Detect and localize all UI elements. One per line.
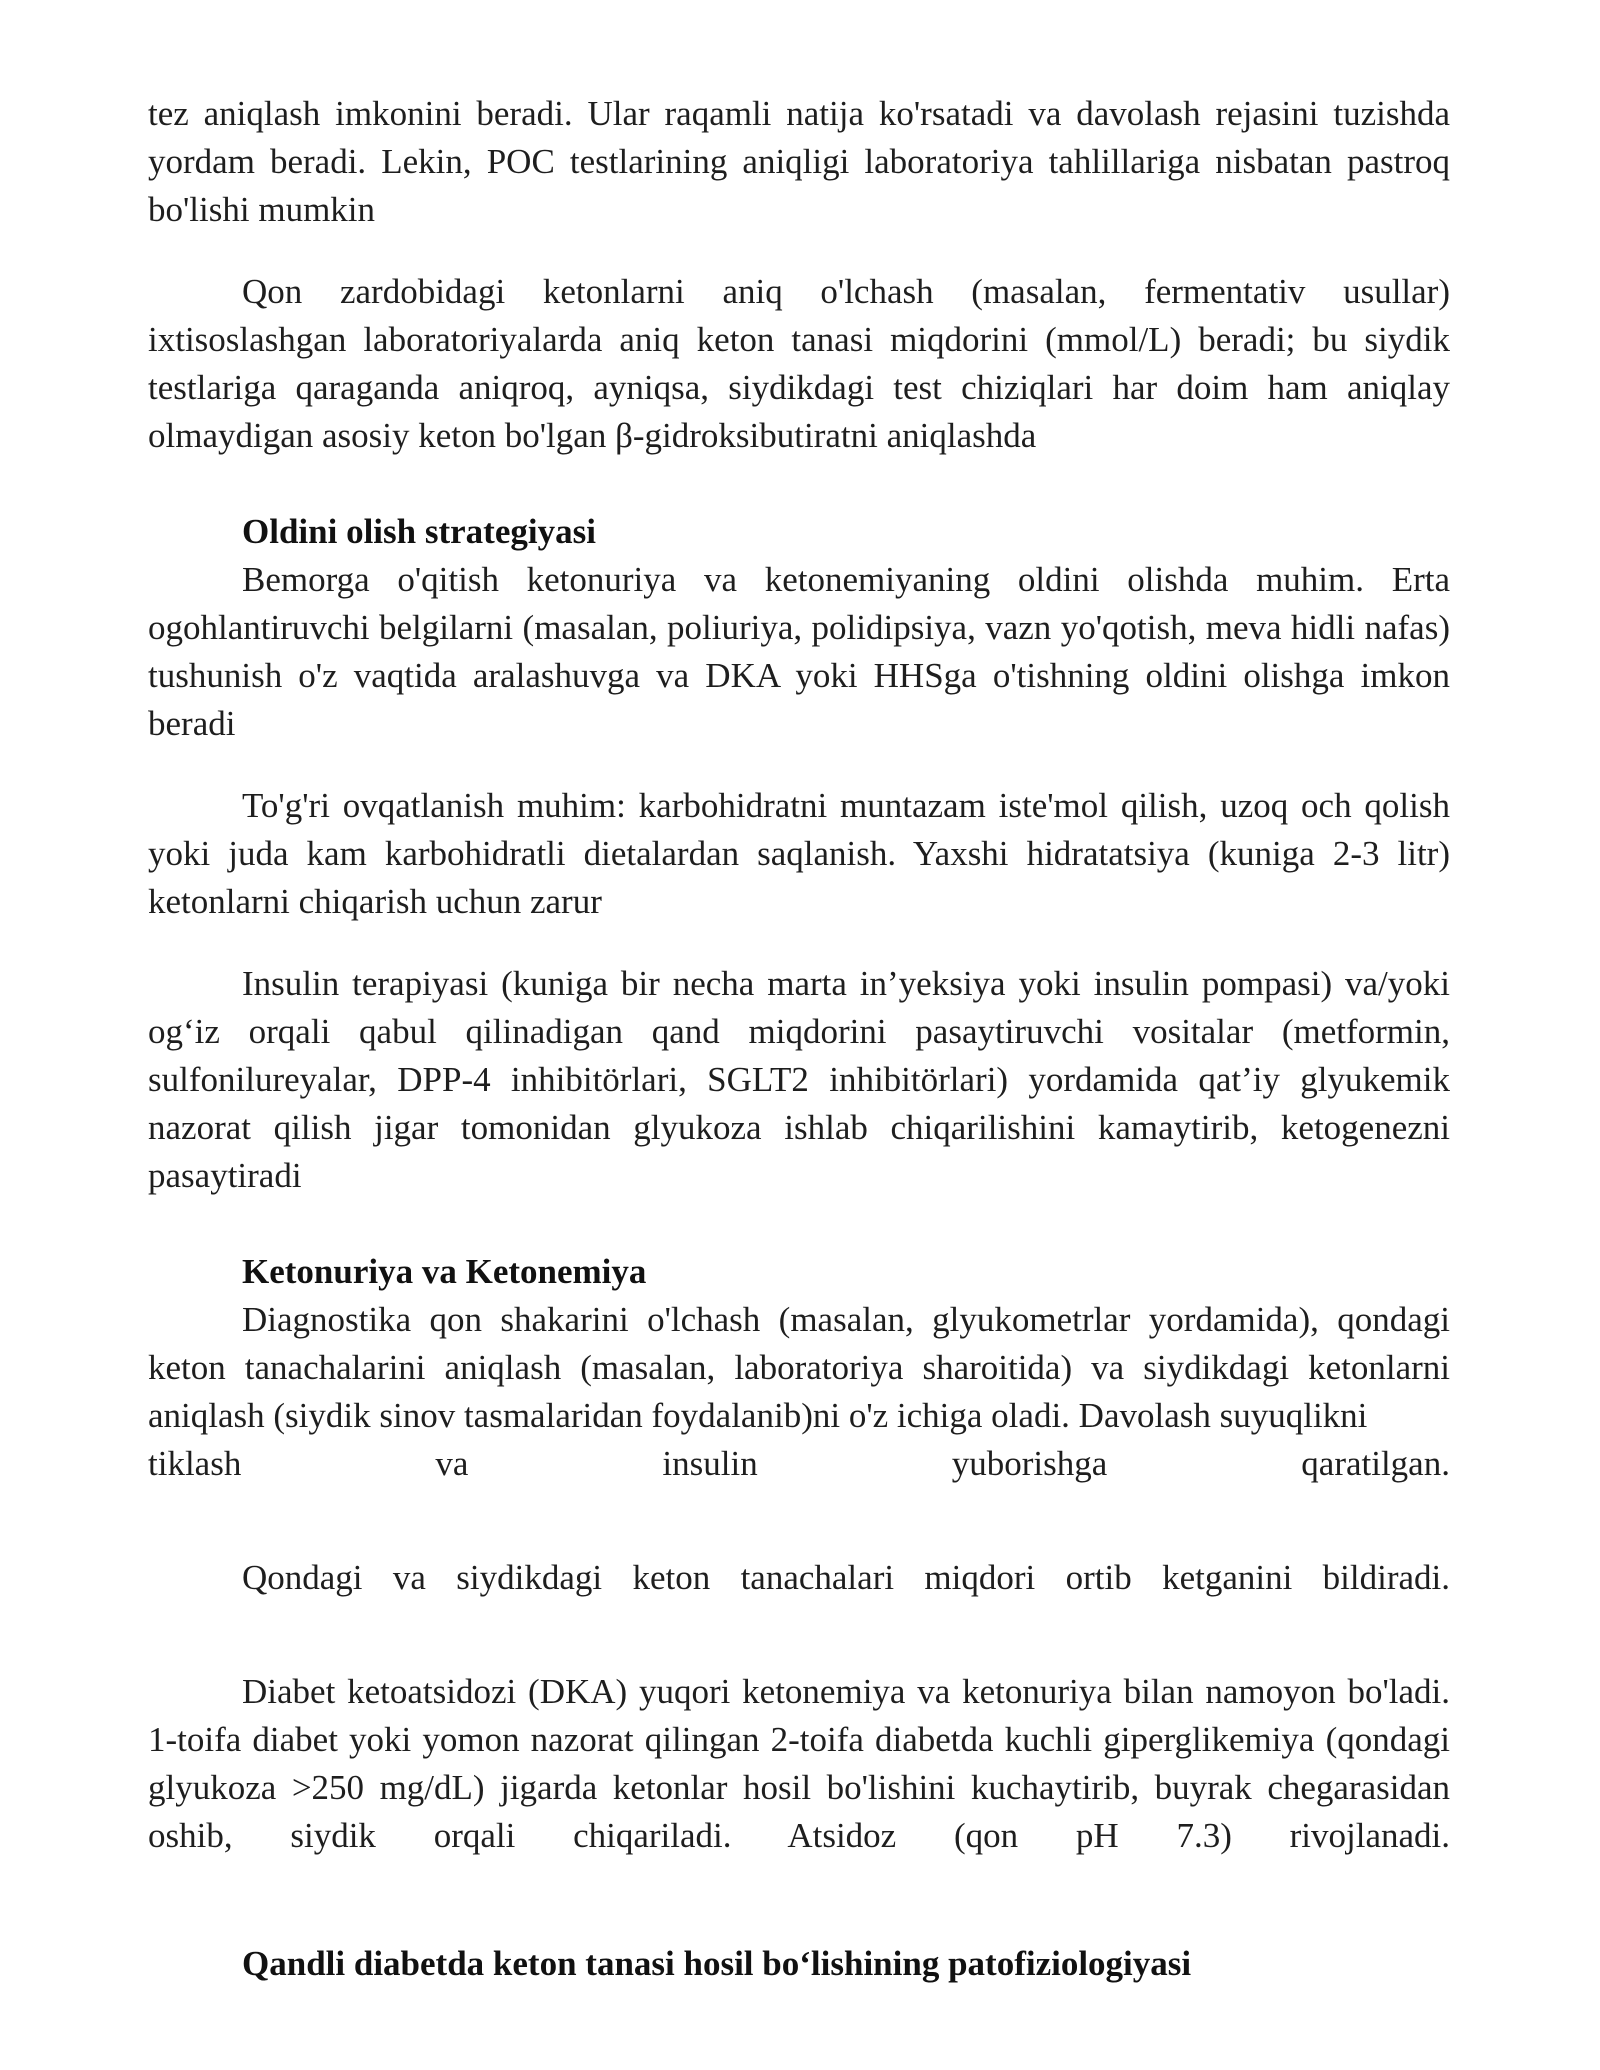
paragraph-poc-tests: tez aniqlash imkonini beradi. Ular raqamli natija ko'rsatadi va davolash rejasini tuzishda yordam beradi. Lekin, POC testlarining aniqligi laboratoriya tahlillariga nisbatan pastroq bo'lishi mumkin	[148, 94, 1450, 229]
paragraph-diagnostics: Diagnostika qon shakarini o'lchash (masalan, glyukometrlar yordamida), qondagi keton tanachalarini aniqlash (masalan, laboratoriya sharoitida) va siydikdagi ketonlarni aniqlash (siydik sinov tasmalaridan foydalanib)ni o'z ichiga oladi. Davolash suyuqlikni	[148, 1300, 1450, 1435]
paragraph-patient-education: Bemorga o'qitish ketonuriya va ketonemiyaning oldini olishda muhim. Erta ogohlantiruvchi belgilarni (masalan, poliuriya, polidipsiya, vazn yo'qotish, meva hidli nafas) tushunish o'z vaqtida aralashuvga va DKA yoki HHSga o'tishning oldini olishga imkon beradi	[148, 560, 1450, 743]
paragraph-ketone-bodies-increase: Qondagi va siydikdagi keton tanachalari miqdori ortib ketganini bildiradi.	[242, 1558, 1450, 1597]
heading-pathophysiology: Qandli diabetda keton tanasi hosil boʻlishining patofiziologiyasi	[242, 1944, 1192, 1983]
heading-ketonuria-ketonemia: Ketonuriya va Ketonemiya	[242, 1252, 647, 1291]
word: qaratilgan.	[1301, 1444, 1450, 1483]
word: va	[435, 1444, 469, 1483]
paragraph-serum-ketones: Qon zardobidagi ketonlarni aniq o'lchash (masalan, fermentativ usullar) ixtisoslashgan laboratoriyalarda aniq keton tanasi miqdorini (mmol/L) beradi; bu siydik testlariga qaraganda aniqroq, ayniqsa, siydikdagi test chiziqlari har doim ham aniqlay olmaydigan asosiy keton bo'lgan β-gidroksibutiratni aniqlashda	[148, 272, 1450, 455]
paragraph-diagnostics-last-line	[148, 1440, 1450, 1488]
heading-prevention-strategy: Oldini olish strategiyasi	[242, 512, 596, 551]
paragraph-dka: Diabet ketoatsidozi (DKA) yuqori ketonemiya va ketonuriya bilan namoyon bo'ladi. 1-toifa diabet yoki yomon nazorat qilingan 2-toifa diabetda kuchli giperglikemiya (qondagi glyukoza >250 mg/dL) jigarda ketonlar hosil bo'lishini kuchaytirib, buyrak chegarasidan oshib, siydik orqali chiqariladi. Atsidoz (qon pH 7.3) rivojlanadi.	[148, 1672, 1450, 1855]
word: tiklash	[148, 1444, 242, 1483]
paragraph-nutrition: To'g'ri ovqatlanish muhim: karbohidratni muntazam iste'mol qilish, uzoq och qolish yoki juda kam karbohidratli dietalardan saqlanish. Yaxshi hidratatsiya (kuniga 2-3 litr) ketonlarni chiqarish uchun zarur	[148, 786, 1450, 921]
paragraph-insulin-therapy: Insulin terapiyasi (kuniga bir necha marta in’yeksiya yoki insulin pompasi) va/yoki ogʻiz orqali qabul qilinadigan qand miqdorini pasaytiruvchi vositalar (metformin, sulfonilureyalar, DPP-4 inhibitörlari, SGLT2 inhibitörlari) yordamida qat’iy glyukemik nazorat qilish jigar tomonidan glyukoza ishlab chiqarilishini kamaytirib, ketogenezni pasaytiradi	[148, 964, 1450, 1195]
word: insulin	[662, 1444, 758, 1483]
document-page	[148, 90, 1450, 1988]
word: yuborishga	[951, 1444, 1108, 1483]
